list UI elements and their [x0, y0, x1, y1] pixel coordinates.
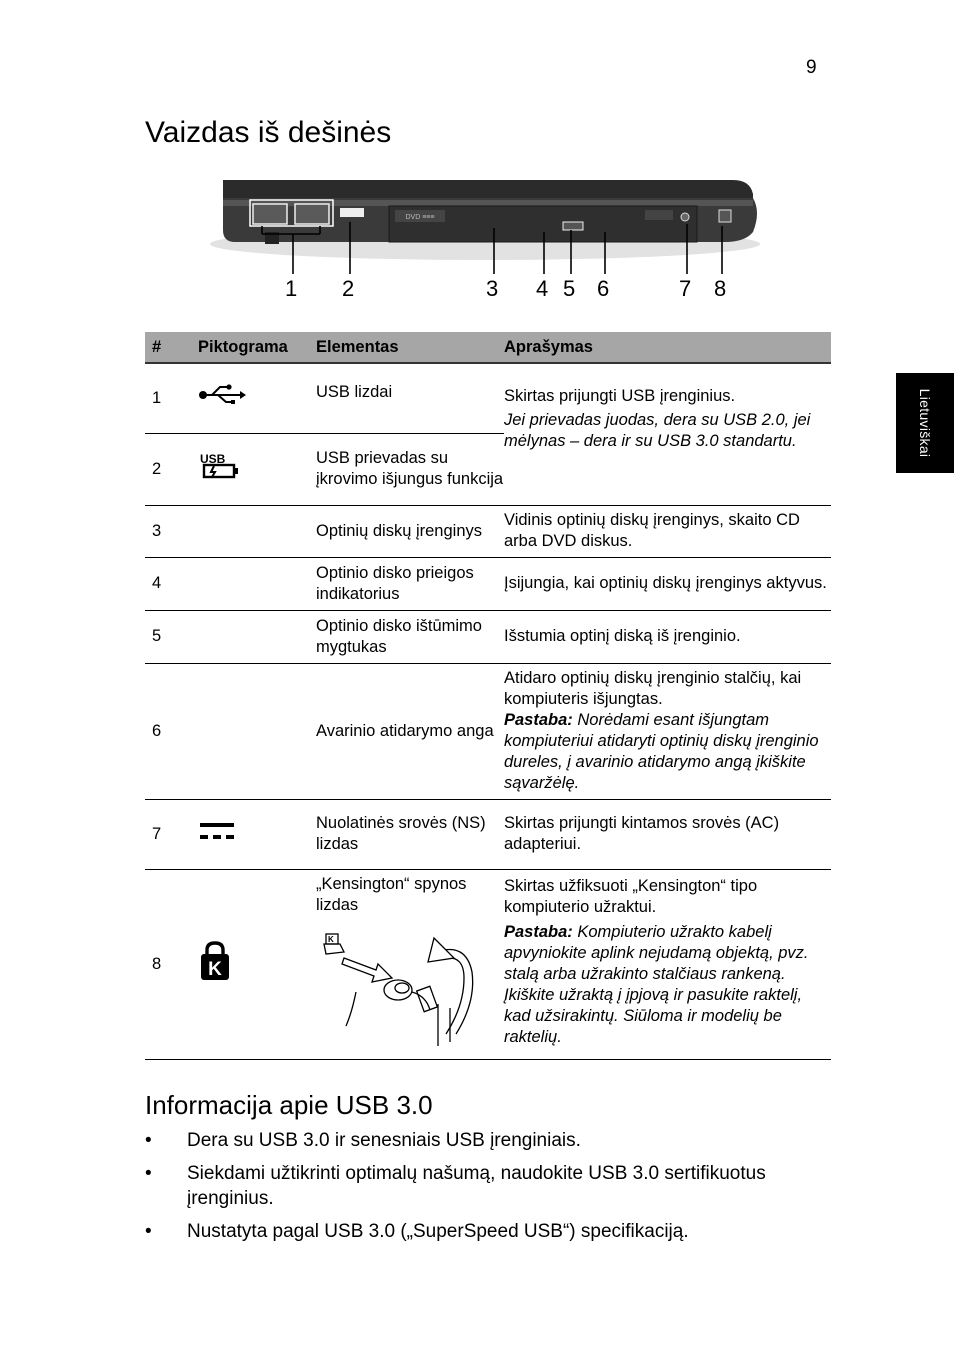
note-text: Kompiuterio užrakto kabelį apvyniokite aplink nejudamą objektą, pvz. stalą arba užrakinto stalčiaus rankeną. Įkiškite užraktą į įpjovą ir pasukite raktelį, kad užsirakintų. Siūloma ir modelių be raktelių. — [504, 922, 809, 1046]
row-number: 4 — [145, 557, 198, 610]
row-description-cell — [504, 663, 831, 799]
row-number: 7 — [145, 799, 198, 869]
usb-description: Skirtas prijungti USB įrenginius. — [504, 387, 736, 405]
callout-1: 1 — [285, 276, 298, 301]
kensington-lock-illustration — [316, 922, 486, 1050]
note-label: Pastaba: — [504, 711, 573, 729]
svg-text:K: K — [208, 959, 222, 980]
row-element: Optinio disko prieigos indikatorius — [316, 557, 504, 610]
usb-note: Jei prievadas juodas, dera su USB 2.0, jei mėlynas – dera ir su USB 3.0 standartu. — [504, 411, 811, 450]
row-element: Optinio disko ištūmimo mygtukas — [316, 610, 504, 663]
row-description: Skirtas prijungti kintamos srovės (AC) adapteriui. — [504, 799, 831, 869]
bullet-marker: • — [145, 1130, 152, 1151]
svg-text:USB: USB — [200, 452, 226, 466]
note-label: Pastaba: — [504, 922, 573, 941]
row-element: „Kensington“ spynos lizdas — [316, 874, 467, 914]
row-element: Avarinio atidarymo anga — [316, 663, 504, 799]
callout-2: 2 — [342, 276, 355, 301]
row-description-cell — [504, 869, 831, 1059]
features-table — [145, 332, 831, 1060]
callout-5: 5 — [563, 276, 576, 301]
row-number: 8 — [145, 869, 198, 1059]
list-item: • Siekdami užtikrinti optimalų našumą, naudokite USB 3.0 sertifikuotus įrenginius. — [145, 1163, 766, 1209]
callout-8: 8 — [714, 276, 727, 301]
table-row — [145, 799, 831, 869]
usb-description-cell — [504, 363, 831, 505]
table-row — [145, 505, 831, 557]
row-number: 2 — [145, 433, 198, 505]
header-icon: Piktograma — [198, 332, 316, 363]
row-element: USB lizdai — [316, 363, 504, 433]
bullet-marker: • — [145, 1221, 152, 1242]
row-element: Nuolatinės srovės (NS) lizdas — [316, 799, 504, 869]
usb-bullet-list — [145, 1128, 835, 1252]
note-text: Norėdami esant išjungtam kompiuteriui atidaryti optinių diskų įrenginio dureles, į avarinio atidarymo angą įkiškite sąvaržėlę. — [504, 711, 819, 792]
row-element-cell — [316, 869, 504, 1059]
bullet-marker: • — [145, 1163, 152, 1184]
header-number: # — [145, 332, 198, 363]
table-row — [145, 663, 831, 799]
table-header-row — [145, 332, 831, 363]
row-description: Atidaro optinių diskų įrenginio stalčių, kai kompiuteris išjungtas. — [504, 669, 802, 708]
list-item: • Dera su USB 3.0 ir senesniais USB įrenginiais. — [145, 1130, 581, 1151]
usb-section-title: Informacija apie USB 3.0 — [145, 1090, 433, 1120]
row-number: 6 — [145, 663, 198, 799]
callout-4: 4 — [536, 276, 549, 301]
usb-icon — [198, 363, 316, 433]
row-description: Išstumia optinį diską iš įrenginio. — [504, 610, 831, 663]
row-description: Vidinis optinių diskų įrenginys, skaito CD arba DVD diskus. — [504, 505, 831, 557]
table-row — [145, 610, 831, 663]
svg-text:K: K — [328, 934, 334, 944]
kensington-lock-icon — [198, 869, 316, 1059]
row-description: Įsijungia, kai optinių diskų įrenginys aktyvus. — [504, 557, 831, 610]
svg-text:DVD ≡≡≡: DVD ≡≡≡ — [405, 214, 435, 221]
row-number: 3 — [145, 505, 198, 557]
callout-6: 6 — [597, 276, 610, 301]
list-item: • Nustatyta pagal USB 3.0 („SuperSpeed USB“) specifikaciją. — [145, 1221, 689, 1242]
table-row — [145, 557, 831, 610]
laptop-right-side-illustration — [205, 172, 770, 282]
table-row — [145, 869, 831, 1059]
usb-charge-icon — [198, 433, 316, 505]
callout-3: 3 — [486, 276, 499, 301]
row-element: USB prievadas su įkrovimo išjungus funkcija — [316, 433, 504, 505]
language-tab — [896, 373, 954, 473]
page-title: Vaizdas iš dešinės — [145, 116, 392, 149]
page-number: 9 — [806, 57, 817, 78]
header-element: Elementas — [316, 332, 504, 363]
dc-in-icon — [198, 799, 316, 869]
header-description: Aprašymas — [504, 332, 831, 363]
callout-7: 7 — [679, 276, 692, 301]
language-tab-label: Lietuviškai — [917, 388, 933, 458]
row-number: 5 — [145, 610, 198, 663]
row-number: 1 — [145, 363, 198, 433]
row-element: Optinių diskų įrenginys — [316, 505, 504, 557]
row-description: Skirtas užfiksuoti „Kensington“ tipo kompiuterio užraktui. — [504, 876, 758, 916]
table-row — [145, 363, 831, 433]
